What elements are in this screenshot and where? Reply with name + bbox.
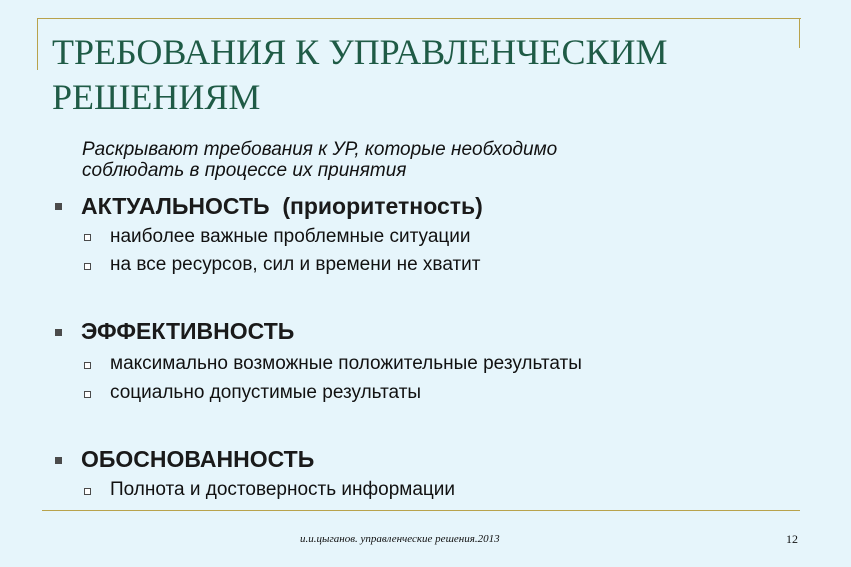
section-heading-extra: (приоритетность) — [282, 193, 483, 219]
checkbox-bullet-icon — [84, 362, 91, 369]
frame-bottom-line — [42, 510, 800, 511]
section-heading-efficiency: ЭФФЕКТИВНОСТЬ — [81, 318, 295, 344]
section-heading-relevance — [81, 193, 483, 220]
checkbox-bullet-icon — [84, 263, 91, 270]
list-item: наиболее важные проблемные ситуации — [110, 226, 471, 247]
square-bullet-icon — [55, 457, 62, 464]
list-item: на все ресурсов, сил и времени не хватит — [110, 254, 481, 275]
list-item: Полнота и достоверность информации — [110, 479, 456, 500]
checkbox-bullet-icon — [84, 234, 91, 241]
slide-title-line2: РЕШЕНИЯМ — [52, 77, 261, 117]
frame-left-line — [37, 18, 38, 70]
checkbox-bullet-icon — [84, 488, 91, 495]
slide-title-line1: ТРЕБОВАНИЯ К УПРАВЛЕНЧЕСКИМ — [52, 32, 668, 72]
intro-line1: Раскрывают требования к УР, которые необходимо — [82, 139, 558, 160]
section-heading-text: АКТУАЛЬНОСТЬ — [81, 193, 270, 219]
list-item: социально допустимые результаты — [110, 382, 422, 403]
slide-footer: и.и.цыганов. управленческие решения.2013 — [300, 533, 500, 545]
section-heading-validity: ОБОСНОВАННОСТЬ — [81, 446, 315, 472]
square-bullet-icon — [55, 329, 62, 336]
list-item: максимально возможные положительные результаты — [110, 353, 582, 374]
page-number: 12 — [786, 532, 798, 546]
intro-text — [82, 139, 782, 181]
square-bullet-icon — [55, 203, 62, 210]
frame-top-line — [37, 18, 801, 19]
intro-line2: соблюдать в процессе их принятия — [82, 160, 407, 181]
slide-title — [52, 30, 812, 120]
checkbox-bullet-icon — [84, 391, 91, 398]
